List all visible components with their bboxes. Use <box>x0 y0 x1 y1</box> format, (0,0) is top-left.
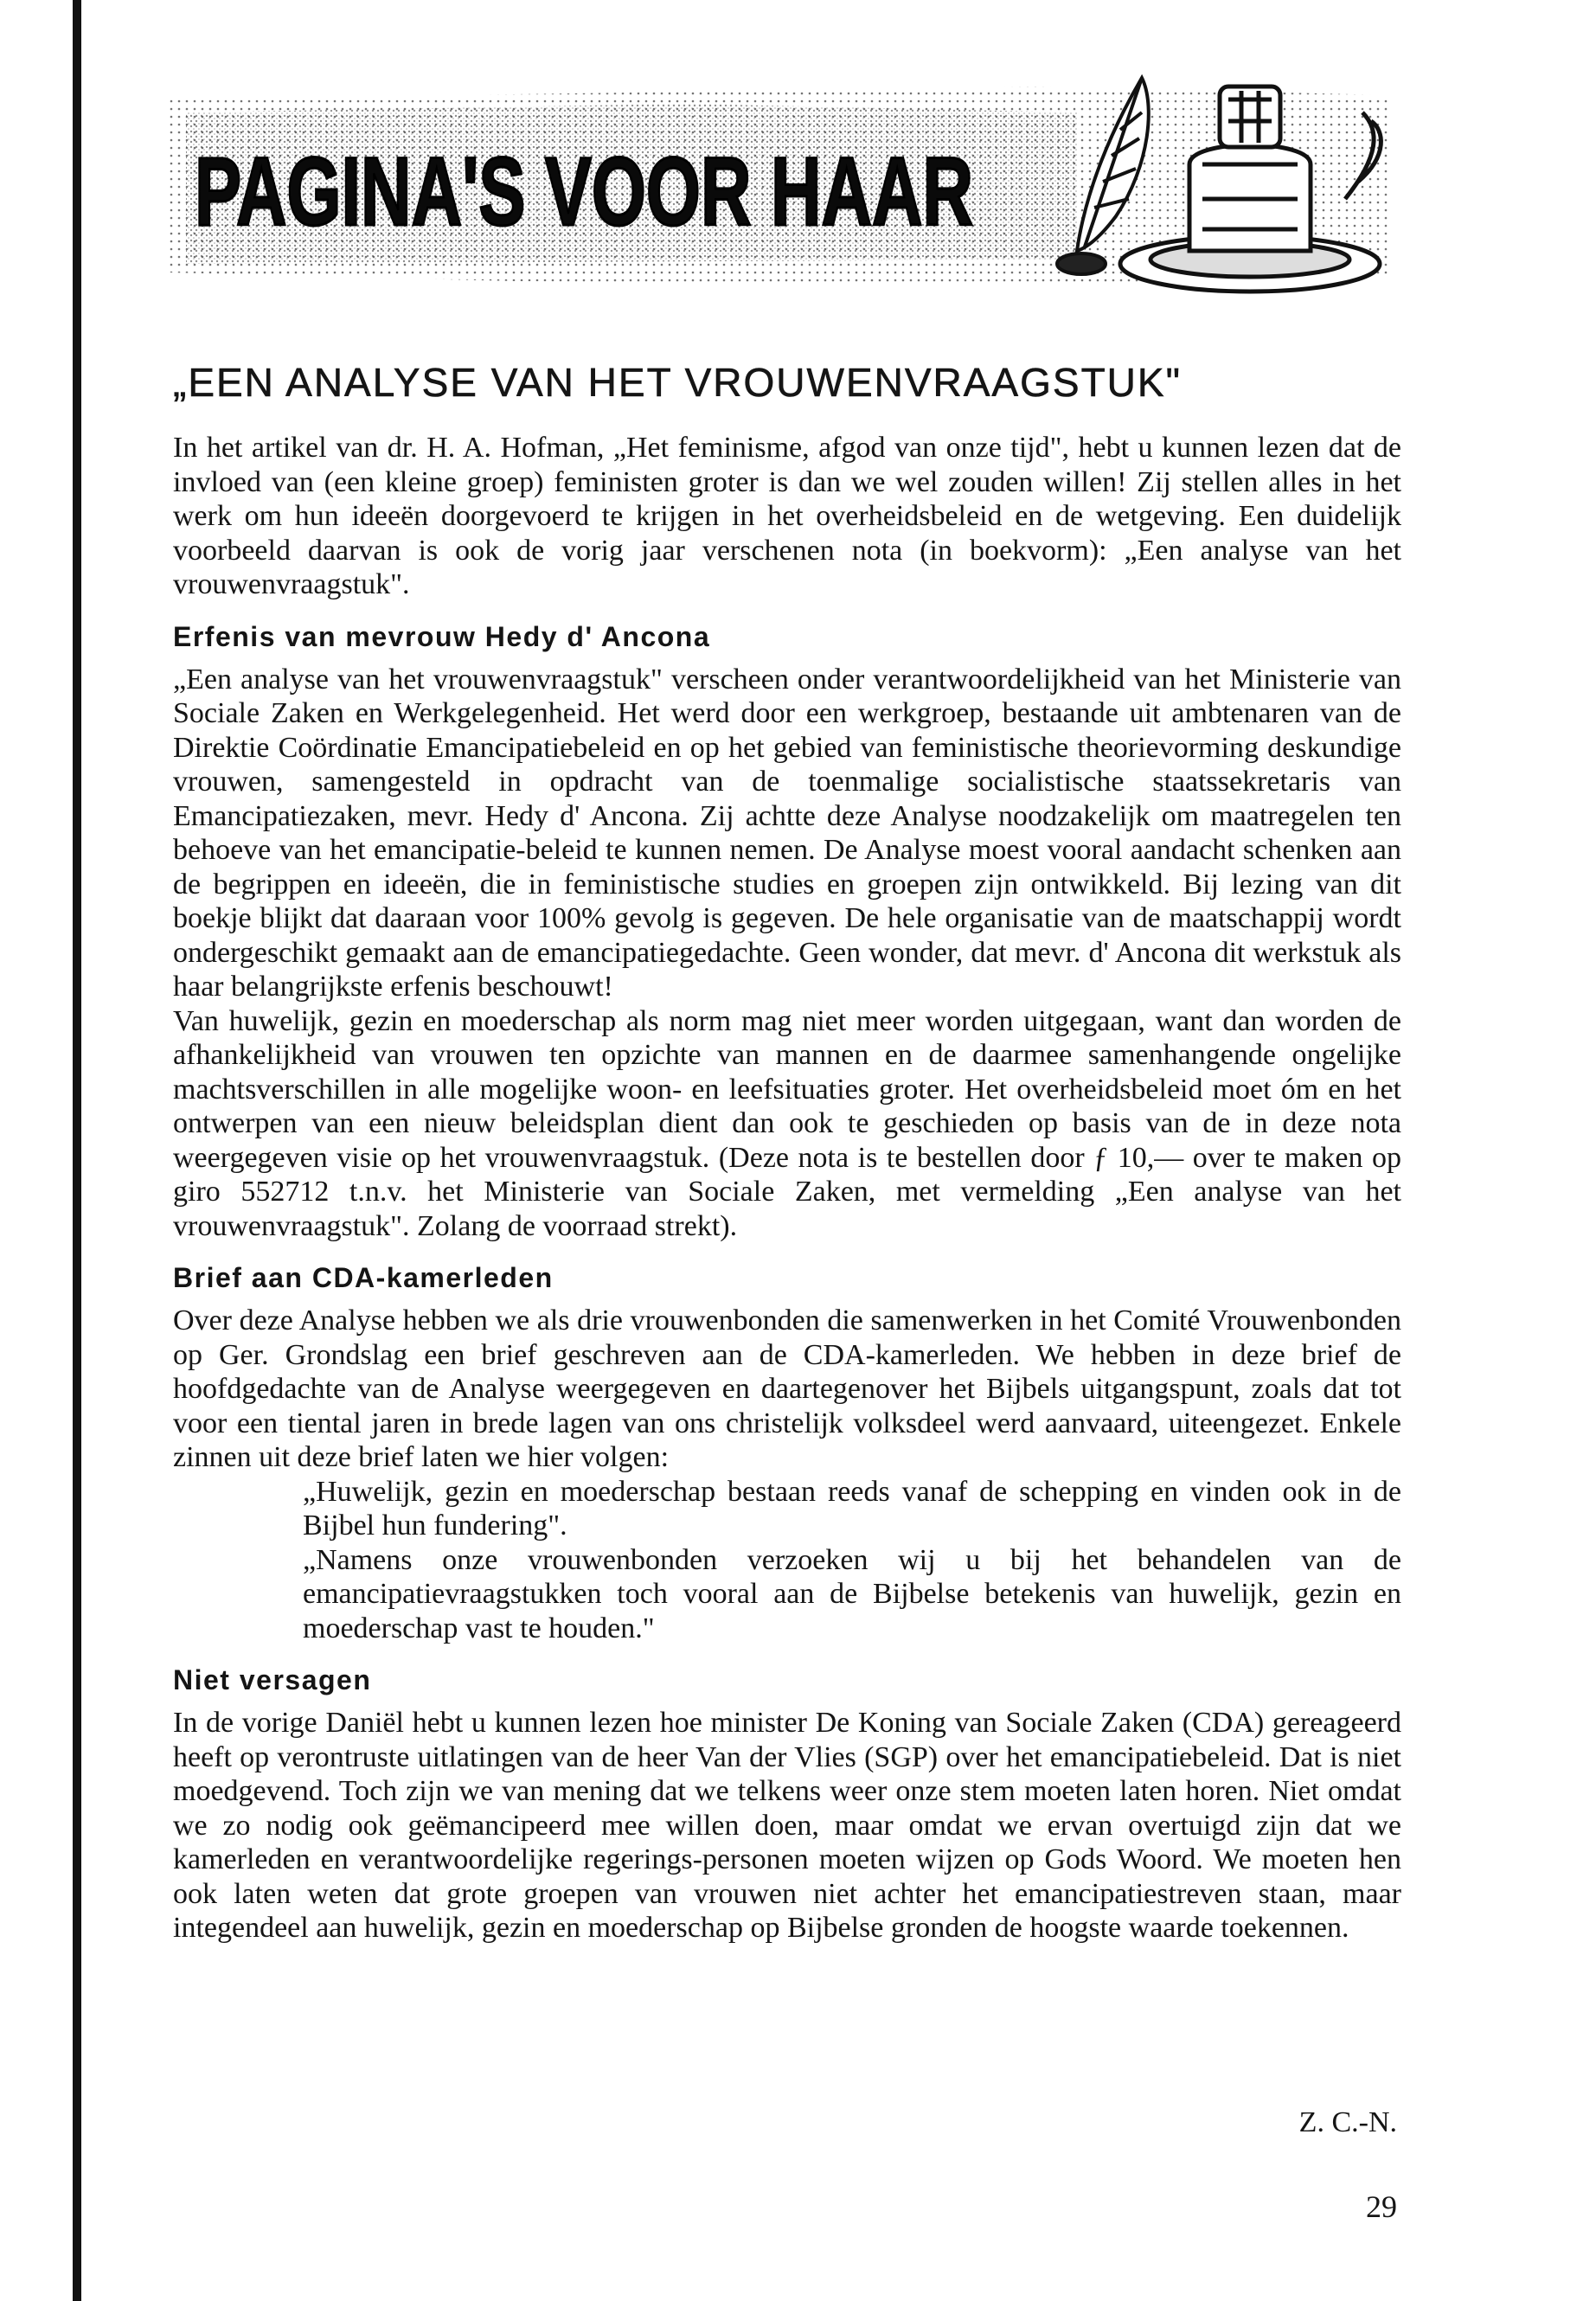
section-heading-erfenis: Erfenis van mevrouw Hedy d' Ancona <box>173 620 711 652</box>
body-paragraph: Over deze Analyse hebben we als drie vrouwenbonden die samenwerken in het Comité Vrouwenbonden op Ger. Grondslag een brief geschreven aan de CDA-kamerleden. We hebben in deze brief de hoofdgedachte van de Analyse weergegeven en daartegenover het Bijbels uitgangspunt, zoals dat tot voor een tiental jaren in brede lagen van ons christelijk volksdeel werd aanvaard, uiteengezet. Enkele zinnen uit deze brief laten we hier volgen: <box>173 1304 1401 1473</box>
page-number: 29 <box>1366 2189 1397 2224</box>
body-paragraph: „Een analyse van het vrouwenvraagstuk" verscheen onder verantwoordelijkheid van het Ministerie van Sociale Zaken en Werkgelegenheid. Het werd door een werkgroep, bestaande uit ambtenaren van de Direktie Coördinatie Emancipatiebeleid en op het gebied van feministische theorievorming deskundige vrouwen, samengesteld in opdracht van de toenmalige socialistische staatssekretaris van Emancipatiezaken, mevr. Hedy d' Ancona. Zij achtte deze Analyse noodzakelijk om maatregelen ten behoeve van het emancipatie-beleid te kunnen nemen. De Analyse moest vooral aandacht schenken aan de begrippen en ideeën, die in feministische studies en groepen zijn ontwikkeld. Bij lezing van dit boekje blijkt dat daaraan voor 100% gevolg is gegeven. De hele organisatie van de maatschappij wordt ondergeschikt gemaakt aan de emancipatiegedachte. Geen wonder, dat mevr. d' Ancona dit werkstuk als haar belangrijkste erfenis beschouwt! <box>173 663 1401 1003</box>
header-banner <box>169 52 1388 311</box>
article-title: „EEN ANALYSE VAN HET VROUWENVRAAGSTUK" <box>173 360 1182 405</box>
body-paragraph: Van huwelijk, gezin en moederschap als norm mag niet meer worden uitgegaan, want dan worden de afhankelijkheid van vrouwen ten opzichte van mannen en de daarmee samenhangende ongelijke machtsverschillen in alle mogelijke woon- en leefsituaties groter. Het overheidsbeleid moet óm en het ontwerpen van een nieuw beleidsplan dient dan ook te geschieden op basis van de in deze nota weergegeven visie op het vrouwenvraagstuk. (Deze nota is te bestellen door ƒ 10,— over te maken op giro 552712 t.n.v. het Ministerie van Sociale Zaken, met vermelding „Een analyse van het vrouwenvraagstuk". Zolang de voorraad strekt). <box>173 1004 1401 1242</box>
banner-title: PAGINA'S VOOR HAAR <box>195 138 973 246</box>
quote-paragraph: „Namens onze vrouwenbonden verzoeken wij u bij het behandelen van de emancipatievraagstukken toch vooral aan de Bijbelse betekenis van huwelijk, gezin en moederschap vast te houden." <box>303 1543 1401 1644</box>
quote-paragraph: „Huwelijk, gezin en moederschap bestaan reeds vanaf de schepping en vinden ook in de Bijbel hun fundering". <box>303 1475 1401 1541</box>
letter-quotes <box>303 1475 1401 1646</box>
article-body <box>173 431 1401 1945</box>
scan-margin-bar <box>73 0 81 2301</box>
author-signature: Z. C.-N. <box>1298 2106 1397 2138</box>
section-heading-niet-versagen: Niet versagen <box>173 1664 372 1695</box>
section-heading-brief: Brief aan CDA-kamerleden <box>173 1262 554 1293</box>
body-paragraph: In de vorige Daniël hebt u kunnen lezen hoe minister De Koning van Sociale Zaken (CDA) gereageerd heeft op verontruste uitlatingen van de heer Van der Vlies (SGP) over het emancipatiebeleid. Dat is niet moedgevend. Toch zijn we van mening dat we telkens weer onze stem moeten laten horen. Niet omdat we zo nodig ook geëmancipeerd mee willen doen, maar omdat we ervan overtuigd zijn dat we kamerleden en verantwoordelijke regerings-personen moeten wijzen op Gods Woord. We moeten hen ook laten weten dat grote groepen van vrouwen niet achter het emancipatiestreven staan, maar integendeel aan huwelijk, gezin en moederschap op Bijbelse gronden de hoogste waarde toekennen. <box>173 1707 1401 1944</box>
intro-paragraph: In het artikel van dr. H. A. Hofman, „Het feminisme, afgod van onze tijd", hebt u kunnen lezen dat de invloed van (een kleine groep) feministen groter is dan we wel zouden willen! Zij stellen alles in het werk om hun ideeën doorgevoerd te krijgen in het overheidsbeleid en de wetgeving. Een duidelijk voorbeeld daarvan is ook de vorig jaar verschenen nota (in boekvorm): „Een analyse van het vrouwenvraagstuk". <box>173 432 1401 600</box>
